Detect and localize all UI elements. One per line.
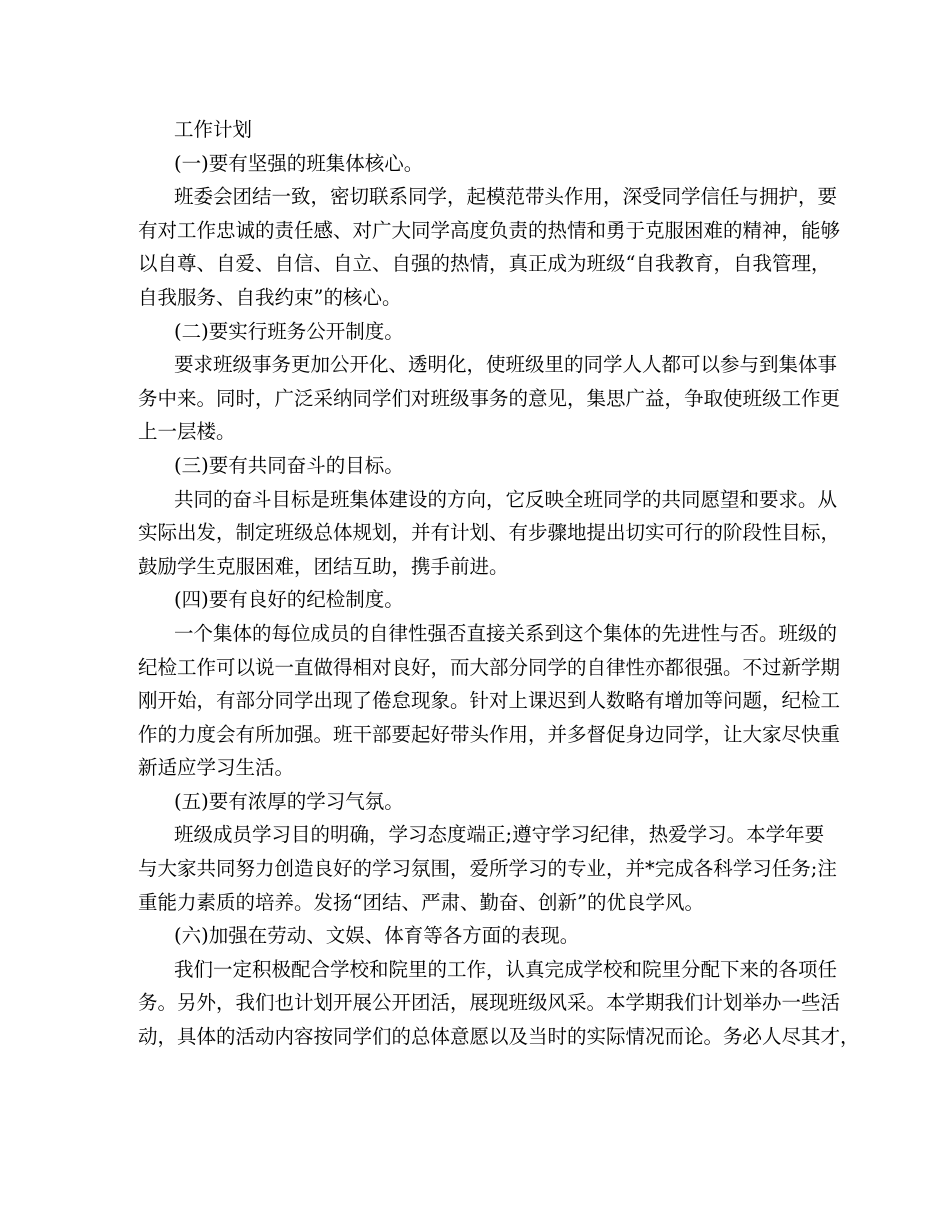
doc-line: 作的力度会有所加强。班干部要起好带头作用，并多督促身边同学，让大家尽快重: [138, 722, 841, 746]
doc-line: 刚开始，有部分同学出现了倦怠现象。针对上课迟到人数略有增加等问题，纪检工: [138, 689, 841, 713]
doc-line: 工作计划: [174, 118, 253, 141]
doc-line: (五)要有浓厚的学习气氛。: [174, 789, 404, 813]
doc-line: 务中来。同时，广泛采纳同学们对班级事务的意见，集思广益，争取使班级工作更: [138, 386, 841, 410]
doc-line: 要求班级事务更加公开化、透明化，使班级里的同学人人都可以参与到集体事: [174, 353, 838, 377]
doc-line: 班委会团结一致，密切联系同学，起模范带头作用，深受同学信任与拥护，要: [174, 185, 838, 209]
document-page: [138, 113, 860, 1054]
doc-line: 与大家共同努力创造良好的学习氛围，爱所学习的专业，并*完成各科学习任务;注: [138, 857, 837, 881]
doc-line: 有对工作忠诚的责任感、对广大同学高度负责的热情和勇于克服困难的精神，能够: [138, 218, 841, 242]
doc-line: 新适应学习生活。: [138, 756, 295, 780]
doc-line: 以自尊、自爱、自信、自立、自强的热情，真正成为班级“自我教育，自我管理，: [138, 252, 831, 276]
doc-line: 鼓励学生克服困难，团结互助，携手前进。: [138, 554, 509, 578]
doc-line: (二)要实行班务公开制度。: [174, 319, 404, 343]
doc-line: 实际出发，制定班级总体规划，并有计划、有步骤地提出切实可行的阶段性目标，: [138, 521, 841, 545]
doc-line: 上一层楼。: [138, 420, 236, 444]
doc-line: (六)加强在劳动、文娱、体育等各方面的表现。: [174, 924, 580, 948]
doc-line: 重能力素质的培养。发扬“团结、严肃、勤奋、创新”的优良学风。: [138, 890, 704, 914]
doc-line: 纪检工作可以说一直做得相对良好，而大部分同学的自律性亦都很强。不过新学期: [138, 655, 841, 679]
doc-line: 我们一定积极配合学校和院里的工作，认真完成学校和院里分配下来的各项任: [174, 957, 838, 981]
doc-line: 共同的奋斗目标是班集体建设的方向，它反映全班同学的共同愿望和要求。从: [174, 487, 838, 511]
doc-line: (一)要有坚强的班集体核心。: [174, 151, 424, 175]
doc-line: 一个集体的每位成员的自律性强否直接关系到这个集体的先进性与否。班级的: [174, 621, 838, 645]
doc-line: 自我服务、自我约束”的核心。: [138, 285, 402, 309]
doc-line: 动，具体的活动内容按同学们的总体意愿以及当时的实际情况而论。务必人尽其才，: [138, 1025, 860, 1049]
doc-line: (四)要有良好的纪检制度。: [174, 588, 404, 612]
doc-line: 班级成员学习目的明确，学习态度端正;遵守学习纪律，热爱学习。本学年要: [174, 823, 825, 847]
doc-line: (三)要有共同奋斗的目标。: [174, 453, 404, 477]
doc-line: 务。另外，我们也计划开展公开团活，展现班级风采。本学期我们计划举办一些活: [138, 991, 841, 1015]
